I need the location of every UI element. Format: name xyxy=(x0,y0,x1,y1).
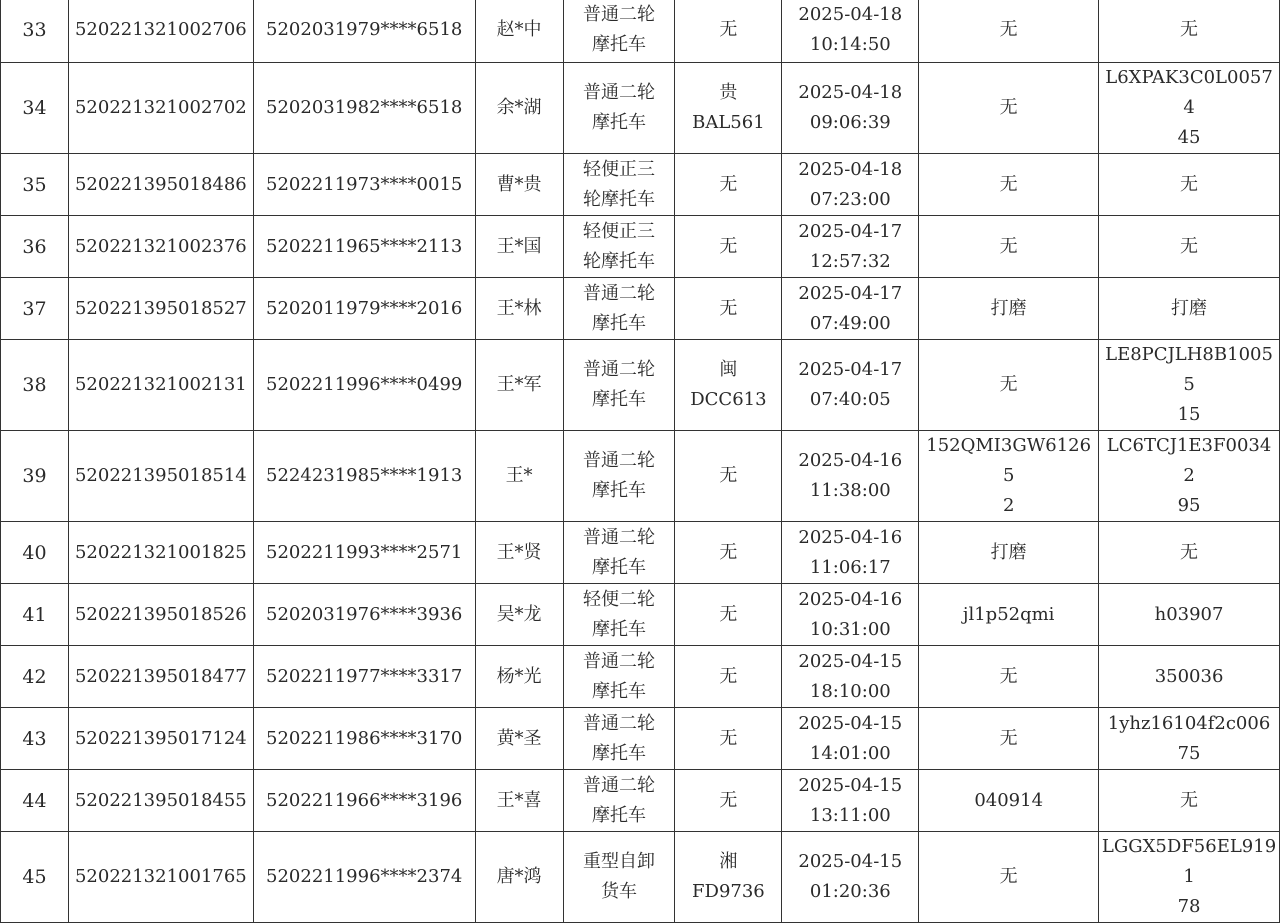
cell-record-code-text: 520221395018514 xyxy=(74,465,247,486)
cell-engine-no xyxy=(919,278,1099,340)
cell-record-code-text: 520221395018477 xyxy=(74,665,247,687)
cell-datetime xyxy=(782,770,919,832)
cell-datetime xyxy=(782,522,919,584)
cell-owner-name-text: 王*贤 xyxy=(496,541,542,563)
table-row xyxy=(1,278,1280,340)
cell-id-number-text: 5224231985****1913 xyxy=(266,465,463,486)
cell-vin-line: 无 xyxy=(1180,19,1199,40)
cell-record-code xyxy=(68,708,253,770)
cell-engine-no-line: 152QMI3GW61265 xyxy=(926,435,1092,486)
cell-vehicle-type xyxy=(563,646,675,708)
cell-vin xyxy=(1099,708,1280,770)
cell-vin xyxy=(1099,522,1280,584)
cell-vin xyxy=(1099,278,1280,340)
cell-index xyxy=(1,708,69,770)
cell-datetime-line: 09:06:39 xyxy=(809,112,891,133)
cell-vin-line: 无 xyxy=(1180,789,1199,811)
cell-index xyxy=(1,770,69,832)
table-row xyxy=(1,832,1280,923)
cell-owner-name-text: 杨*光 xyxy=(496,665,542,687)
cell-datetime-line: 2025-04-18 xyxy=(798,158,903,180)
cell-vehicle-type-line: 普通二轮 xyxy=(582,82,655,103)
table-row xyxy=(1,708,1280,770)
cell-index-text: 39 xyxy=(22,465,47,487)
cell-plate-line: 无 xyxy=(719,173,738,195)
cell-owner-name xyxy=(475,708,563,770)
cell-vin xyxy=(1099,216,1280,278)
cell-datetime xyxy=(782,154,919,216)
cell-datetime-line: 01:20:36 xyxy=(809,881,891,902)
cell-record-code-text: 520221321002702 xyxy=(74,97,247,118)
cell-vehicle-type-line: 轮摩托车 xyxy=(582,250,655,272)
cell-id-number xyxy=(253,522,475,584)
cell-owner-name-text: 吴*龙 xyxy=(496,603,542,625)
cell-datetime-line: 2025-04-18 xyxy=(798,82,903,103)
cell-engine-no-line: 无 xyxy=(999,97,1018,118)
cell-index-text: 41 xyxy=(22,603,47,626)
cell-plate-line: 无 xyxy=(719,297,738,319)
cell-datetime-line: 2025-04-16 xyxy=(798,588,903,610)
cell-datetime-line: 13:11:00 xyxy=(809,804,891,826)
cell-id-number xyxy=(253,431,475,522)
cell-vehicle-type-line: 普通二轮 xyxy=(582,359,655,380)
cell-datetime xyxy=(782,646,919,708)
cell-record-code xyxy=(68,522,253,584)
cell-vehicle-type xyxy=(563,431,675,522)
table-row xyxy=(1,646,1280,708)
cell-plate-line: FD9736 xyxy=(692,881,765,902)
cell-owner-name-text: 赵*中 xyxy=(496,19,542,40)
cell-vehicle-type-line: 普通二轮 xyxy=(582,450,655,471)
cell-vin xyxy=(1099,431,1280,522)
cell-vin-line: 无 xyxy=(1180,235,1199,257)
cell-datetime-line: 11:06:17 xyxy=(809,556,891,578)
table-row xyxy=(1,216,1280,278)
table-row xyxy=(1,770,1280,832)
cell-datetime-line: 12:57:32 xyxy=(809,250,891,272)
cell-id-number-text: 5202211986****3170 xyxy=(266,727,463,749)
cell-id-number-text: 5202031982****6518 xyxy=(266,97,463,118)
cell-record-code-text: 520221321001825 xyxy=(74,541,247,563)
cell-index-text: 45 xyxy=(22,866,47,888)
cell-datetime-line: 2025-04-17 xyxy=(798,220,903,242)
cell-record-code-text: 520221321002706 xyxy=(74,19,247,40)
cell-plate-line: DCC613 xyxy=(690,389,767,410)
cell-datetime xyxy=(782,708,919,770)
cell-id-number xyxy=(253,832,475,923)
cell-vehicle-type xyxy=(563,584,675,646)
cell-record-code xyxy=(68,63,253,154)
cell-plate-line: 无 xyxy=(719,19,738,40)
cell-owner-name xyxy=(475,770,563,832)
cell-index-text: 35 xyxy=(22,173,47,196)
cell-vehicle-type-line: 普通二轮 xyxy=(582,4,655,25)
cell-record-code-text: 520221321002376 xyxy=(74,235,247,257)
cell-engine-no xyxy=(919,584,1099,646)
cell-datetime xyxy=(782,832,919,923)
cell-id-number xyxy=(253,63,475,154)
cell-vehicle-type-line: 轮摩托车 xyxy=(582,188,655,210)
cell-record-code xyxy=(68,832,253,923)
cell-vin-line: 45 xyxy=(1177,127,1201,148)
cell-index xyxy=(1,0,69,63)
cell-datetime-line: 2025-04-16 xyxy=(798,450,903,471)
cell-engine-no-line: 无 xyxy=(999,173,1018,195)
cell-vin xyxy=(1099,340,1280,431)
cell-plate xyxy=(675,216,782,278)
cell-record-code-text: 520221321001765 xyxy=(74,866,247,887)
cell-index-text: 43 xyxy=(22,727,47,750)
cell-engine-no-line: 打磨 xyxy=(990,541,1027,563)
cell-index xyxy=(1,522,69,584)
cell-index-text: 37 xyxy=(22,297,47,320)
cell-datetime xyxy=(782,278,919,340)
cell-datetime-line: 14:01:00 xyxy=(809,742,891,764)
cell-engine-no-line: jl1p52qmi xyxy=(962,603,1055,625)
cell-owner-name xyxy=(475,522,563,584)
cell-vehicle-type xyxy=(563,154,675,216)
cell-engine-no-line: 打磨 xyxy=(990,297,1027,319)
table-row xyxy=(1,63,1280,154)
cell-record-code-text: 520221395017124 xyxy=(74,727,247,749)
cell-owner-name xyxy=(475,216,563,278)
cell-plate xyxy=(675,278,782,340)
cell-datetime-line: 18:10:00 xyxy=(809,680,891,702)
cell-vin-line: 无 xyxy=(1180,541,1199,563)
cell-vin xyxy=(1099,154,1280,216)
cell-owner-name xyxy=(475,584,563,646)
cell-vehicle-type-line: 摩托车 xyxy=(591,389,646,410)
cell-vin xyxy=(1099,584,1280,646)
cell-index-text: 36 xyxy=(22,235,47,258)
cell-vin-line: 1yhz16104f2c006 xyxy=(1107,712,1271,734)
cell-engine-no xyxy=(919,770,1099,832)
cell-vin-line: h03907 xyxy=(1154,603,1224,625)
cell-vehicle-type-line: 摩托车 xyxy=(591,34,646,55)
cell-owner-name-text: 黄*圣 xyxy=(496,727,542,749)
cell-plate xyxy=(675,431,782,522)
cell-vehicle-type-line: 摩托车 xyxy=(591,112,646,133)
cell-owner-name xyxy=(475,63,563,154)
cell-id-number-text: 5202031976****3936 xyxy=(266,603,463,625)
cell-vin-line: 打磨 xyxy=(1171,297,1208,319)
cell-id-number-text: 5202011979****2016 xyxy=(266,297,463,319)
cell-index xyxy=(1,216,69,278)
cell-index xyxy=(1,63,69,154)
cell-record-code xyxy=(68,154,253,216)
cell-record-code-text: 520221395018526 xyxy=(74,603,247,625)
cell-vehicle-type xyxy=(563,216,675,278)
cell-plate xyxy=(675,0,782,63)
cell-engine-no xyxy=(919,154,1099,216)
cell-vehicle-type-line: 摩托车 xyxy=(591,618,646,640)
cell-owner-name-text: 唐*鸿 xyxy=(496,866,542,887)
cell-owner-name xyxy=(475,832,563,923)
cell-vehicle-type-line: 普通二轮 xyxy=(582,282,655,304)
cell-vin-line: 95 xyxy=(1177,495,1201,516)
cell-engine-no-line: 无 xyxy=(999,235,1018,257)
cell-id-number xyxy=(253,216,475,278)
cell-index-text: 34 xyxy=(22,97,47,119)
cell-owner-name xyxy=(475,340,563,431)
cell-plate-line: 无 xyxy=(719,665,738,687)
cell-vin xyxy=(1099,646,1280,708)
cell-vin-line: 15 xyxy=(1177,404,1201,425)
cell-id-number-text: 5202211977****3317 xyxy=(266,665,463,687)
cell-record-code xyxy=(68,584,253,646)
cell-engine-no-line: 2 xyxy=(1002,495,1015,516)
table-row xyxy=(1,0,1280,63)
cell-vehicle-type-line: 摩托车 xyxy=(591,556,646,578)
cell-id-number xyxy=(253,646,475,708)
cell-plate-line: 无 xyxy=(719,541,738,563)
cell-vehicle-type xyxy=(563,63,675,154)
cell-vehicle-type xyxy=(563,832,675,923)
cell-plate-line: 贵 xyxy=(719,82,738,103)
cell-id-number xyxy=(253,0,475,63)
cell-owner-name-text: 余*湖 xyxy=(496,97,542,118)
cell-record-code xyxy=(68,0,253,63)
cell-datetime-line: 2025-04-15 xyxy=(798,851,903,872)
cell-record-code xyxy=(68,770,253,832)
cell-engine-no-line: 无 xyxy=(999,727,1018,749)
cell-datetime-line: 07:49:00 xyxy=(809,312,891,334)
cell-datetime-line: 10:14:50 xyxy=(809,34,891,55)
cell-vin-line: 75 xyxy=(1177,742,1201,764)
cell-plate xyxy=(675,522,782,584)
cell-vehicle-type-line: 摩托车 xyxy=(591,480,646,501)
cell-vehicle-type-line: 摩托车 xyxy=(591,804,646,826)
cell-index xyxy=(1,340,69,431)
cell-vin-line: 无 xyxy=(1180,173,1199,195)
cell-engine-no xyxy=(919,0,1099,63)
cell-engine-no xyxy=(919,63,1099,154)
records-body xyxy=(1,0,1280,923)
cell-datetime xyxy=(782,63,919,154)
cell-record-code xyxy=(68,278,253,340)
cell-vin xyxy=(1099,832,1280,923)
cell-vehicle-type-line: 普通二轮 xyxy=(582,526,655,548)
cell-vin-line: L6XPAK3C0L00574 xyxy=(1105,67,1273,118)
cell-plate xyxy=(675,63,782,154)
cell-vin-line: LC6TCJ1E3F00342 xyxy=(1106,435,1272,486)
cell-datetime xyxy=(782,216,919,278)
cell-index xyxy=(1,832,69,923)
cell-vehicle-type xyxy=(563,770,675,832)
cell-index xyxy=(1,278,69,340)
cell-owner-name-text: 王*林 xyxy=(496,297,542,319)
cell-engine-no xyxy=(919,708,1099,770)
cell-vehicle-type-line: 轻便正三 xyxy=(582,158,655,180)
cell-plate-line: 闽 xyxy=(719,359,738,380)
cell-index-text: 44 xyxy=(22,789,47,812)
cell-vehicle-type-line: 摩托车 xyxy=(591,312,646,334)
cell-id-number-text: 5202211996****2374 xyxy=(266,866,463,887)
cell-vehicle-type xyxy=(563,708,675,770)
cell-id-number-text: 5202211993****2571 xyxy=(266,541,463,563)
cell-vin xyxy=(1099,63,1280,154)
cell-id-number-text: 5202211966****3196 xyxy=(266,789,463,811)
cell-engine-no-line: 无 xyxy=(999,19,1018,40)
cell-index-text: 33 xyxy=(22,19,47,41)
cell-datetime-line: 2025-04-15 xyxy=(798,650,903,672)
table-row xyxy=(1,584,1280,646)
cell-owner-name-text: 曹*贵 xyxy=(496,173,542,195)
cell-vehicle-type-line: 重型自卸 xyxy=(582,851,655,872)
cell-plate-line: 无 xyxy=(719,603,738,625)
cell-id-number-text: 5202031979****6518 xyxy=(266,19,463,40)
cell-datetime-line: 11:38:00 xyxy=(809,480,891,501)
cell-index-text: 38 xyxy=(22,374,47,396)
cell-vin-line: LGGX5DF56EL9191 xyxy=(1101,836,1277,887)
cell-engine-no xyxy=(919,431,1099,522)
cell-vehicle-type-line: 普通二轮 xyxy=(582,650,655,672)
cell-record-code-text: 520221395018527 xyxy=(74,297,247,319)
cell-vin-line: 350036 xyxy=(1154,665,1224,687)
cell-plate xyxy=(675,154,782,216)
cell-record-code xyxy=(68,431,253,522)
cell-owner-name xyxy=(475,646,563,708)
cell-engine-no xyxy=(919,340,1099,431)
cell-vehicle-type-line: 货车 xyxy=(600,881,637,902)
table-row xyxy=(1,431,1280,522)
cell-owner-name xyxy=(475,431,563,522)
cell-id-number xyxy=(253,708,475,770)
cell-datetime-line: 2025-04-17 xyxy=(798,359,903,380)
cell-index xyxy=(1,646,69,708)
cell-index xyxy=(1,154,69,216)
cell-id-number xyxy=(253,770,475,832)
cell-plate xyxy=(675,584,782,646)
cell-vehicle-type xyxy=(563,522,675,584)
cell-datetime-line: 10:31:00 xyxy=(809,618,891,640)
table-row xyxy=(1,340,1280,431)
cell-record-code xyxy=(68,646,253,708)
cell-datetime-line: 2025-04-17 xyxy=(798,282,903,304)
cell-vin-line: LE8PCJLH8B10055 xyxy=(1105,344,1273,395)
cell-engine-no-line: 040914 xyxy=(974,789,1044,811)
cell-id-number xyxy=(253,340,475,431)
cell-vin-line: 78 xyxy=(1177,896,1201,917)
cell-plate-line: 湘 xyxy=(719,851,738,872)
cell-id-number-text: 5202211965****2113 xyxy=(266,235,463,257)
table-row xyxy=(1,522,1280,584)
cell-datetime-line: 07:23:00 xyxy=(809,188,891,210)
cell-engine-no-line: 无 xyxy=(999,866,1018,887)
cell-datetime-line: 07:40:05 xyxy=(809,389,891,410)
cell-id-number-text: 5202211973****0015 xyxy=(266,173,463,195)
cell-id-number xyxy=(253,154,475,216)
cell-owner-name xyxy=(475,0,563,63)
cell-engine-no-line: 无 xyxy=(999,374,1018,395)
cell-vehicle-type-line: 轻便二轮 xyxy=(582,588,655,610)
cell-index-text: 42 xyxy=(22,665,47,688)
cell-datetime-line: 2025-04-16 xyxy=(798,526,903,548)
cell-engine-no-line: 无 xyxy=(999,665,1018,687)
cell-datetime xyxy=(782,0,919,63)
cell-owner-name-text: 王*喜 xyxy=(496,789,542,811)
cell-vehicle-type-line: 轻便正三 xyxy=(582,220,655,242)
cell-engine-no xyxy=(919,646,1099,708)
cell-vin xyxy=(1099,0,1280,63)
cell-record-code xyxy=(68,340,253,431)
cell-vehicle-type-line: 普通二轮 xyxy=(582,712,655,734)
cell-datetime-line: 2025-04-18 xyxy=(798,4,903,25)
cell-datetime xyxy=(782,340,919,431)
cell-plate-line: 无 xyxy=(719,789,738,811)
cell-plate xyxy=(675,770,782,832)
cell-engine-no xyxy=(919,832,1099,923)
cell-plate-line: BAL561 xyxy=(692,112,765,133)
cell-plate-line: 无 xyxy=(719,465,738,486)
cell-vehicle-type-line: 摩托车 xyxy=(591,742,646,764)
cell-record-code-text: 520221395018486 xyxy=(74,173,247,195)
cell-id-number xyxy=(253,584,475,646)
cell-owner-name-text: 王*军 xyxy=(496,374,542,395)
cell-datetime-line: 2025-04-15 xyxy=(798,712,903,734)
cell-datetime xyxy=(782,584,919,646)
cell-datetime xyxy=(782,431,919,522)
cell-owner-name xyxy=(475,154,563,216)
cell-index-text: 40 xyxy=(22,541,47,564)
cell-record-code-text: 520221395018455 xyxy=(74,789,247,811)
cell-plate xyxy=(675,832,782,923)
cell-plate xyxy=(675,646,782,708)
cell-plate-line: 无 xyxy=(719,235,738,257)
cell-engine-no xyxy=(919,216,1099,278)
cell-id-number-text: 5202211996****0499 xyxy=(266,374,463,395)
cell-owner-name-text: 王* xyxy=(505,465,533,486)
cell-engine-no xyxy=(919,522,1099,584)
cell-index xyxy=(1,431,69,522)
cell-plate-line: 无 xyxy=(719,727,738,749)
cell-datetime-line: 2025-04-15 xyxy=(798,774,903,796)
cell-vehicle-type xyxy=(563,278,675,340)
cell-vehicle-type xyxy=(563,340,675,431)
cell-vehicle-type-line: 普通二轮 xyxy=(582,774,655,796)
cell-vin xyxy=(1099,770,1280,832)
cell-vehicle-type xyxy=(563,0,675,63)
cell-vehicle-type-line: 摩托车 xyxy=(591,680,646,702)
cell-id-number xyxy=(253,278,475,340)
table-row xyxy=(1,154,1280,216)
cell-plate xyxy=(675,340,782,431)
cell-index xyxy=(1,584,69,646)
cell-plate xyxy=(675,708,782,770)
cell-record-code xyxy=(68,216,253,278)
cell-record-code-text: 520221321002131 xyxy=(74,374,247,395)
cell-owner-name xyxy=(475,278,563,340)
cell-owner-name-text: 王*国 xyxy=(496,235,542,257)
